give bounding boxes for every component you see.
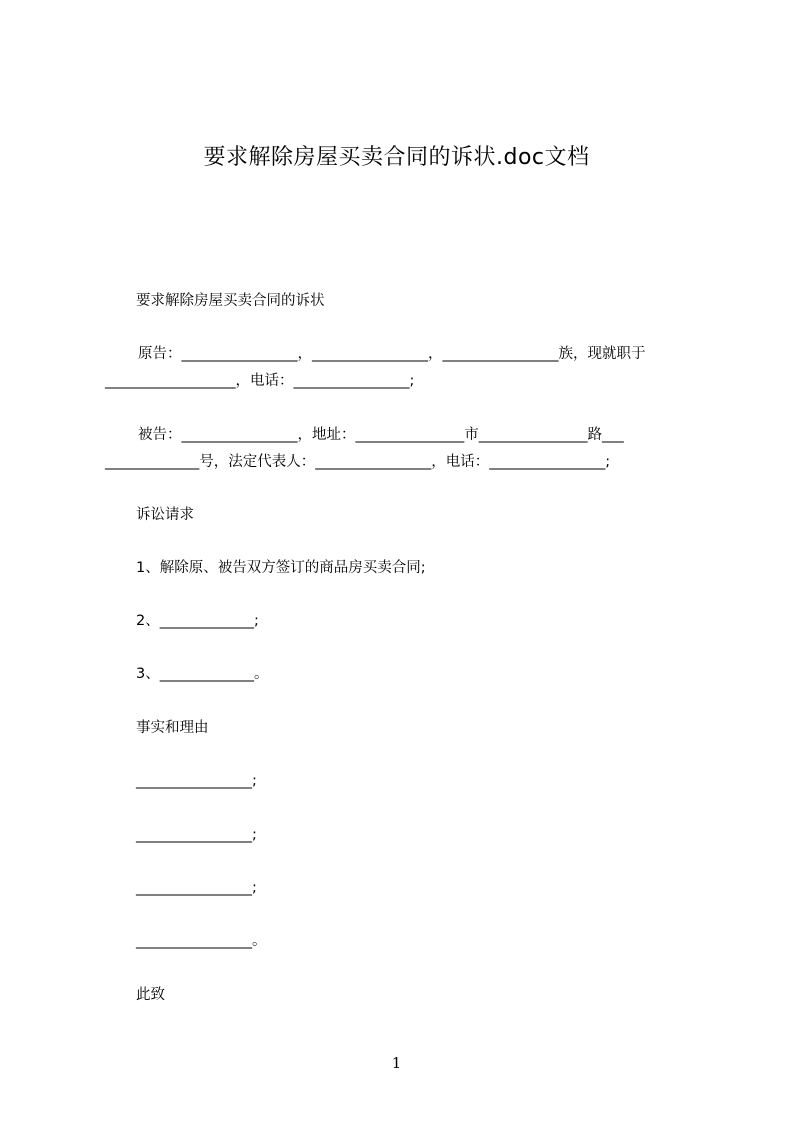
defendant-line-1: 被告：________________，地址：_______________市_______________路___ — [138, 427, 624, 443]
document-title: 要求解除房屋买卖合同的诉状.doc文档 — [203, 145, 590, 170]
plaintiff-line-1: 原告：________________，________________，________________族，现就职于 — [138, 346, 646, 362]
fact-item-3: ________________; — [136, 880, 257, 896]
facts-heading: 事实和理由 — [136, 720, 209, 736]
page-number: 1 — [391, 1054, 402, 1072]
claim-item-3: 3、_____________。 — [136, 666, 269, 682]
document-subtitle: 要求解除房屋买卖合同的诉状 — [136, 293, 325, 309]
closing-text: 此致 — [136, 987, 165, 1003]
fact-item-4: ________________。 — [136, 933, 267, 949]
claims-heading: 诉讼请求 — [136, 507, 194, 523]
fact-item-1: ________________; — [136, 773, 257, 789]
claim-item-2: 2、_____________; — [136, 613, 259, 629]
fact-item-2: ________________; — [136, 827, 257, 843]
claim-item-1: 1、解除原、被告双方签订的商品房买卖合同; — [136, 560, 426, 576]
plaintiff-line-2: __________________，电话：________________; — [105, 373, 415, 389]
defendant-line-2: _____________号，法定代表人：________________，电话：________________; — [105, 454, 611, 470]
